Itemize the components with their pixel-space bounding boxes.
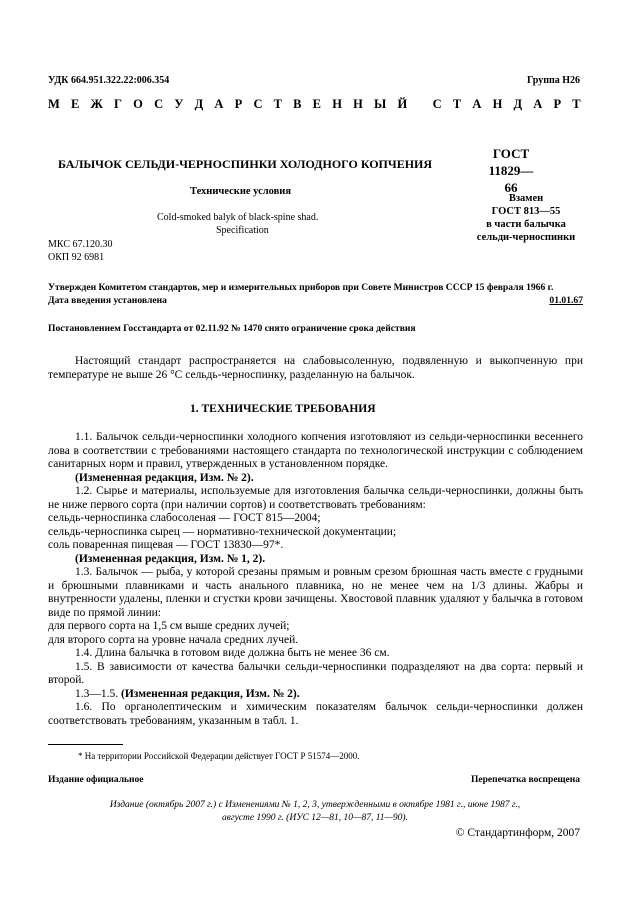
mks-code: МКС 67.120.30 (48, 239, 113, 250)
banner-letter: Е (70, 97, 80, 111)
interstate-standard-banner (48, 97, 581, 112)
banner-letter: Д (513, 97, 523, 111)
banner-letter: Н (353, 97, 363, 111)
banner-letter: Р (234, 97, 243, 111)
banner-letter: Ы (374, 97, 387, 111)
banner-letter: С (253, 97, 263, 111)
document-title: БАЛЫЧОК СЕЛЬДИ-ЧЕРНОСПИНКИ ХОЛОДНОГО КОПЧЕНИЯ (58, 157, 433, 171)
fraction: 1/3 (470, 579, 486, 592)
group-code: Группа Н26 (527, 75, 580, 86)
banner-letter: Р (553, 97, 562, 111)
banner-letter: А (533, 97, 543, 111)
intro-paragraph (48, 355, 583, 382)
banner-letter: А (214, 97, 224, 111)
clause-1-2: 1.2. Сырье и материалы, используемые для изготовления балычка сельди-черноспинки, должны быть не ниже первого сорта (при наличии сортов) и соответствовать требованиям: (48, 485, 583, 511)
banner-letter: А (472, 97, 482, 111)
clause-range: 1.3—1.5. (75, 687, 119, 700)
banner-letter: О (133, 97, 143, 111)
introduction-date-label: Дата введения установлена (48, 295, 167, 306)
approval-text: Утвержден Комитетом стандартов, мер и измерительных приборов при Совете Министров СССР 15 февраля 1966 г. (48, 282, 554, 293)
clause-1-2-item: соль поваренная пищевая — ГОСТ 13830—97*. (48, 539, 284, 551)
reprint-prohibited: Перепечатка воспрещена (470, 775, 580, 785)
footnote-divider (48, 744, 123, 745)
banner-letter: Н (332, 97, 342, 111)
banner-letter: С (154, 97, 164, 111)
replaces-line: сельди-черноспинки (476, 232, 576, 243)
footnote: * На территории Российской Федерации действует ГОСТ Р 51574—2000. (78, 751, 360, 761)
udk-code: УДК 664.951.322.22:006.354 (48, 75, 170, 86)
english-subtitle: Specification (216, 225, 269, 236)
clause-1-6: 1.6. По органолептическим и химическим показателям балычок сельди-черноспинки должен соответствовать требованиям, указанным в табл. 1. (48, 701, 583, 727)
replaces-line: в части балычка (486, 219, 566, 230)
banner-letter: Т (572, 97, 581, 111)
gost-block (486, 145, 536, 196)
banner-letter: Г (114, 97, 122, 111)
banner-letter: М (48, 97, 60, 111)
classification-codes (48, 238, 112, 264)
clause-1-1-change: (Измененная редакция, Изм. № 2). (75, 471, 254, 484)
clause-1-1: 1.1. Балычок сельди-черноспинки холодного копчения изготовляют из сельди-черноспинки весеннего лова в соответствии с требованиями настоящего стандарта по технологической инструкции с соблюдением санитарных норм и правил, утвержденных в установленном порядке. (48, 431, 583, 470)
edition-changes-line: августе 1990 г. (ИУС 12—81, 10—87, 11—90). (222, 813, 408, 823)
section-body (48, 431, 583, 728)
clause-1-3-1-5-change (48, 688, 583, 702)
gost-number: 11829—66 (488, 163, 534, 195)
clause-1-5: 1.5. В зависимости от качества балычки сельди-черноспинки подразделяют на два сорта: первый и второй. (48, 660, 583, 686)
banner-letter: Д (194, 97, 204, 111)
edition-changes-line: Издание (октябрь 2007 г.) с Изменениями № 1, 2, 3, утвержденными в октябре 1981 г., июне 1987 г., (109, 800, 521, 810)
intro-text: Настоящий стандарт распространяется на слабовысоленную, подвяленную и выкопченную при температуре не выше 26 °С сельдь-черноспинку, разделанную на балычок. (48, 355, 583, 381)
replaces-line: ГОСТ 813—55 (491, 206, 561, 217)
replaces-block (470, 192, 582, 244)
introduction-date: 01.01.67 (549, 295, 583, 306)
clause-1-2-change: (Измененная редакция, Изм. № 1, 2). (75, 552, 266, 565)
banner-letter: Т (452, 97, 462, 111)
clause-1-4: 1.4. Длина балычка в готовом виде должна быть не менее 36 см. (75, 647, 390, 659)
clause-1-2-item: сельдь-черноспинка сырец — нормативно-технической документации; (48, 525, 397, 538)
clause-1-3-start: 1.3. Балычок — рыба, у которой срезаны прямым и ровным срезом брюшная часть вместе с грудными и брюшными плавниками и часть анального плавника, но не менее чем на (48, 566, 583, 592)
replaces-line: Взамен (508, 193, 544, 204)
banner-letter: Е (312, 97, 322, 111)
banner-letter: В (293, 97, 302, 111)
english-title: Cold-smoked balyk of black-spine shad. (157, 212, 319, 223)
official-edition: Издание официальное (48, 775, 144, 785)
gost-label: ГОСТ (492, 146, 530, 161)
banner-letter (418, 97, 421, 112)
banner-letter: Й (397, 97, 408, 111)
document-subtitle: Технические условия (190, 186, 292, 197)
decree-text: Постановлением Госстандарта от 02.11.92 № 1470 снято ограничение срока действия (48, 323, 416, 334)
clause-1-3-item: для первого сорта на 1,5 см выше средних лучей; (48, 620, 290, 632)
clause-1-3-item: для второго сорта на уровне начала средних лучей. (48, 633, 299, 646)
banner-letter: Т (273, 97, 282, 111)
okp-code: ОКП 92 6981 (48, 252, 105, 263)
banner-letter: У (174, 97, 184, 111)
banner-letter: Ж (90, 97, 103, 111)
copyright: © Стандартинформ, 2007 (455, 827, 580, 839)
clause-1-3-end: длины. Жабры и внутренности удалены, пленки и сгустки крови зачищены. Хвостовой плавник удаляют у балычка в готовом виде по прямой линии: (48, 579, 583, 619)
change-note: (Измененная редакция, Изм. № 2). (121, 687, 300, 700)
clause-1-2-item: сельдь-черноспинка слабосоленая — ГОСТ 815—2004; (48, 512, 321, 524)
banner-letter: С (432, 97, 442, 111)
banner-letter: Н (492, 97, 503, 111)
section-heading: 1. ТЕХНИЧЕСКИЕ ТРЕБОВАНИЯ (190, 403, 376, 415)
clause-1-3 (48, 566, 583, 620)
